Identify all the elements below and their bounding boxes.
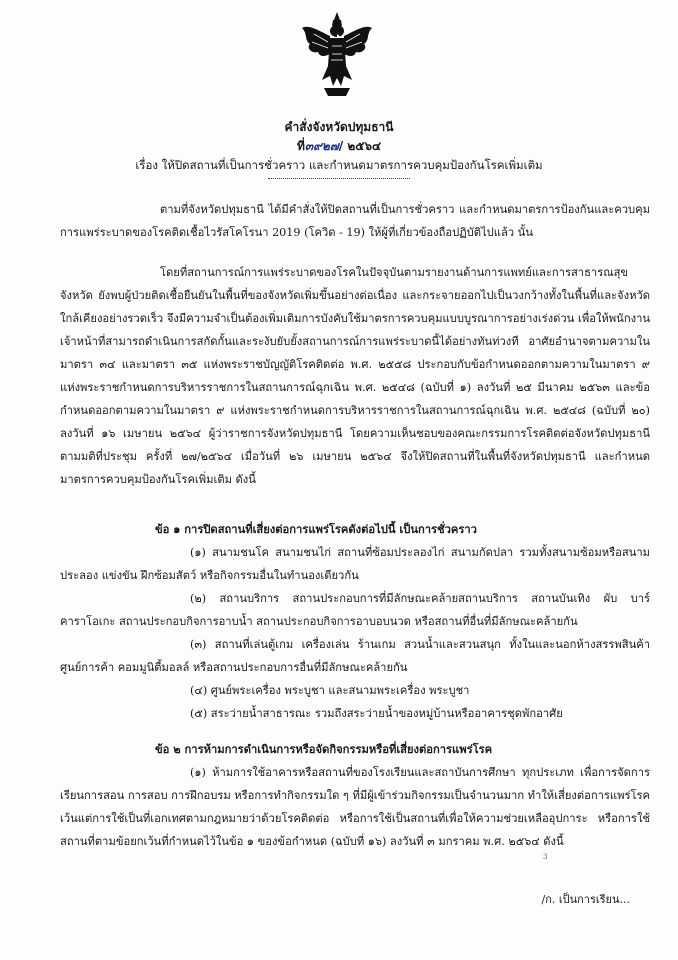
- section-1-item-1: (๑) สนามชนโค สนามชนไก่ สถานที่ซ้อมประลองไก่ สนามกัดปลา รวมทั้งสนามซ้อมหรือสนามประลอง แข่งขัน ฝึกซ้อมสัตว์ หรือกิจกรรมอื่นในทำนองเดียวกัน: [60, 546, 650, 582]
- order-subject: เรื่อง ให้ปิดสถานที่เป็นการชั่วคราว และกำหนดมาตรการควบคุมป้องกันโรคเพิ่มเติม: [135, 158, 543, 172]
- separator-line: [268, 178, 410, 179]
- intro-paragraph-2: โดยที่สถานการณ์การแพร่ระบาดของโรคในปัจจุบันตามรายงานด้านการแพทย์และการสาธารณสุขจังหวัด ยังพบผู้ป่วยติดเชื้อยืนยันในพื้นที่ของจังหวัดเพิ่มขึ้นอย่างต่อเนื่อง และกระจายออกไปเป็นวงกว้างทั้งในพื้นที่และจังหวัดใกล้เคียงอย่างรวดเร็ว จึงมีความจำเป็นต้องเพิ่มเติมการบังคับใช้มาตรการควบคุมแบบบูรณาการอย่างเร่งด่วน เพื่อให้พนักงานเจ้าหน้าที่สามารถดำเนินการสกัดกั้นและระงับยับยั้งสถานการณ์การแพร่ระบาดนี้ได้อย่างทันท่วงที อาศัยอำนาจตามความในมาตรา ๓๔ และมาตรา ๓๕ แห่งพระราชบัญญัติโรคติดต่อ พ.ศ. ๒๕๕๘ ประกอบกับข้อกำหนดออกตามความในมาตรา ๙ แห่งพระราชกำหนดการบริหารราชการในสถานการณ์ฉุกเฉิน พ.ศ. ๒๕๔๘ (ฉบับที่ ๑) ลงวันที่ ๒๕ มีนาคม ๒๕๖๓ และข้อกำหนดออกตามความในมาตรา ๙ แห่งพระราชกำหนดการบริหารราชการในสถานการณ์ฉุกเฉิน พ.ศ. ๒๕๔๘ (ฉบับที่ ๒๐) ลงวันที่ ๑๖ เมษายน ๒๕๖๔ ผู้ว่าราชการจังหวัดปทุมธานี โดยความเห็นชอบของคณะกรรมการโรคติดต่อจังหวัดปทุมธานี ตามมติที่ประชุม ครั้งที่ ๒๗/๒๕๖๔ เมื่อวันที่ ๒๖ เมษายน ๒๕๖๔ จึงให้ปิดสถานที่ในพื้นที่จังหวัดปทุมธานี และกำหนดมาตรการควบคุมป้องกันโรคเพิ่มเติม ดังนี้: [60, 266, 650, 486]
- page-mark: 3: [543, 853, 548, 861]
- order-number-handwritten: ๓๙๒๗: [304, 139, 339, 153]
- intro-paragraph-1: ตามที่จังหวัดปทุมธานี ได้มีคำสั่งให้ปิดสถานที่เป็นการชั่วคราว และกำหนดมาตรการป้องกันและควบคุมการแพร่ระบาดของโรคติดเชื้อไวรัสโคโรนา 2019 (โควิด - 19) ให้ผู้ที่เกี่ยวข้องถือปฏิบัติไปแล้ว นั้น: [60, 203, 650, 239]
- order-number-year: / ๒๕๖๔: [338, 139, 382, 153]
- section-1-item-4: (๔) ศูนย์พระเครื่อง พระบูชา และสนามพระเครื่อง พระบูชา: [190, 684, 470, 697]
- section-2-heading: ข้อ ๒ การห้ามการดำเนินการหรือจัดกิจกรรมหรือที่เสี่ยงต่อการแพร่โรค: [155, 742, 493, 756]
- intro-section: [60, 198, 650, 244]
- section-1-heading: ข้อ ๑ การปิดสถานที่เสี่ยงต่อการแพร่โรคดังต่อไปนี้ เป็นการชั่วคราว: [155, 522, 477, 536]
- order-title: คำสั่งจังหวัดปทุมธานี: [284, 120, 394, 134]
- section-2: [60, 738, 650, 853]
- section-1-item-3: (๓) สถานที่เล่นตู้เกม เครื่องเล่น ร้านเกม สวนน้ำและสวนสนุก ทั้งในและนอกห้างสรรพสินค้า ศูนย์การค้า คอมมูนิตี้มอลล์ หรือสถานประกอบการอื่นที่มีลักษณะคล้ายกัน: [60, 638, 650, 674]
- garuda-emblem-icon: [300, 10, 374, 98]
- section-1-item-2: (๒) สถานบริการ สถานประกอบการที่มีลักษณะคล้ายสถานบริการ สถานบันเทิง ผับ บาร์ คาราโอเกะ สถานประกอบกิจการอาบน้ำ สถานประกอบกิจการอาบอบนวด หรือสถานที่อื่นที่มีลักษณะคล้ายกัน: [60, 592, 650, 628]
- section-1: [60, 518, 650, 725]
- continued-text: /ก. เป็นการเรียน...: [541, 893, 630, 906]
- intro-section-2: [60, 261, 650, 491]
- order-number-prefix: ที่: [296, 139, 305, 153]
- order-number: [0, 137, 678, 156]
- section-1-item-5: (๕) สระว่ายน้ำสาธารณะ รวมถึงสระว่ายน้ำของหมู่บ้านหรืออาคารชุดพักอาศัย: [190, 707, 563, 720]
- section-2-item-1: (๑) ห้ามการใช้อาคารหรือสถานที่ของโรงเรียนและสถาบันการศึกษา ทุกประเภท เพื่อการจัดการเรียนการสอน การสอบ การฝึกอบรม หรือการทำกิจกรรมใด ๆ ที่มีผู้เข้าร่วมกิจกรรมเป็นจำนวนมาก ทำให้เสี่ยงต่อการแพร่โรค เว้นแต่การใช้เป็นที่เอกเทศตามกฎหมายว่าด้วยโรคติดต่อ หรือการใช้เป็นสถานที่เพื่อให้ความช่วยเหลืออุปการะ หรือการใช้สถานที่ตามข้อยกเว้นที่กำหนดไว้ในข้อ ๑ ของข้อกำหนด (ฉบับที่ ๑๖) ลงวันที่ ๓ มกราคม พ.ศ. ๒๕๖๔ ดังนี้: [60, 766, 650, 848]
